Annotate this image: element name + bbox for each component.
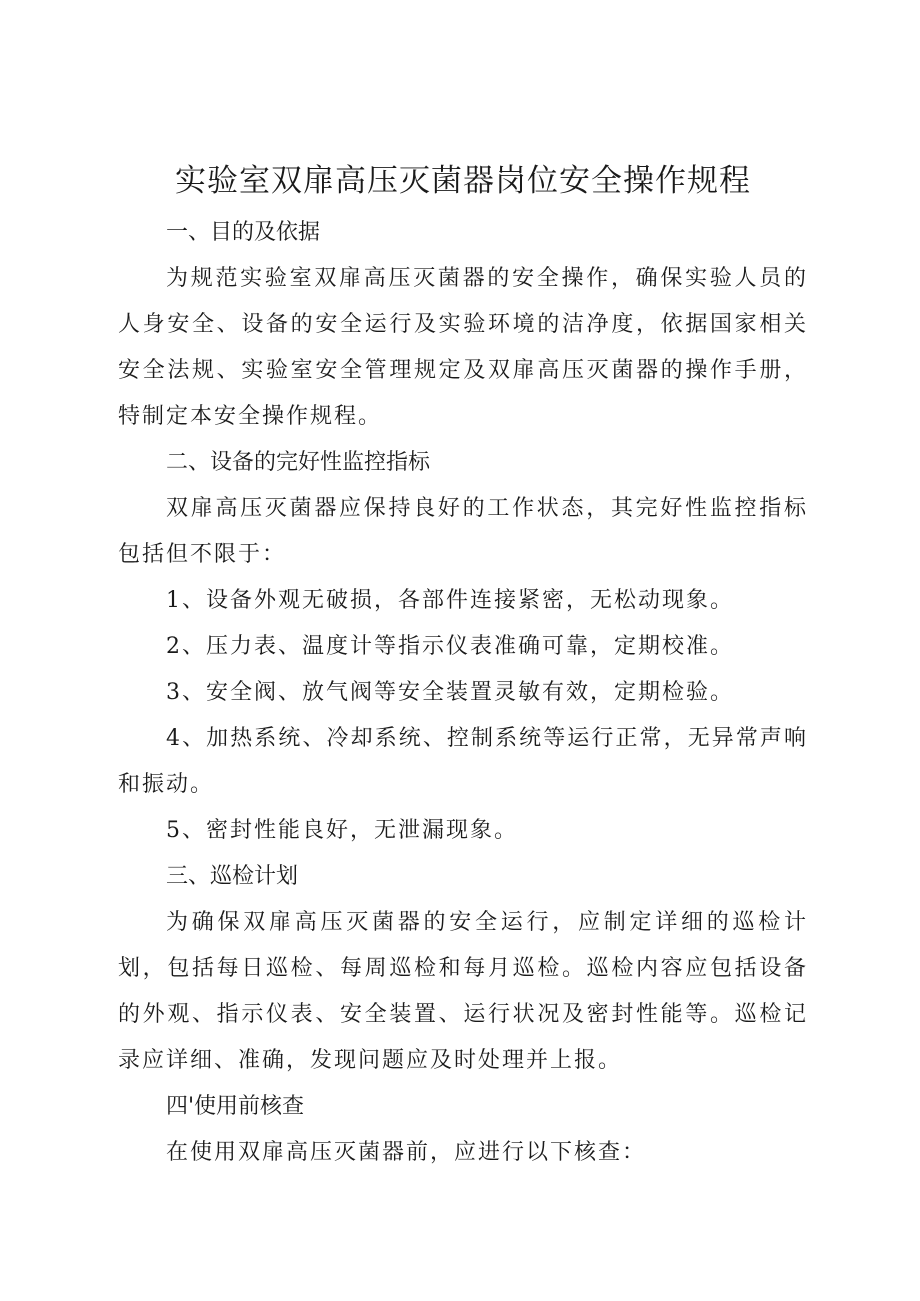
paragraph: 为确保双扉高压灭菌器的安全运行，应制定详细的巡检计划，包括每日巡检、每周巡检和每月巡检。巡检内容应包括设备的外观、指示仪表、安全装置、运行状况及密封性能等。巡检记录应详细、准确，发现问题应及时处理并上报。 [118, 910, 808, 1073]
section-heading: 一、目的及依据 [166, 220, 321, 245]
section-inspection-plan [118, 854, 808, 1084]
document-page [118, 152, 808, 1176]
section-heading: 四'使用前核查 [166, 1094, 305, 1119]
list-item: 1、设备外观无破损，各部件连接紧密，无松动现象。 [166, 588, 734, 613]
section-heading: 三、巡检计划 [166, 864, 299, 889]
paragraph: 为规范实验室双扉高压灭菌器的安全操作，确保实验人员的人身安全、设备的安全运行及实验环境的洁净度，依据国家相关安全法规、实验室安全管理规定及双扉高压灭菌器的操作手册，特制定本安全操作规程。 [118, 266, 808, 429]
list-item: 2、压力表、温度计等指示仪表准确可靠，定期校准。 [166, 634, 734, 659]
section-purpose [118, 210, 808, 440]
section-pre-use-check [118, 1084, 808, 1176]
list-item: 3、安全阀、放气阀等安全装置灵敏有效，定期检验。 [166, 680, 734, 705]
list-item: 4、加热系统、冷却系统、控制系统等运行正常，无异常声响和振动。 [118, 726, 808, 797]
list-item: 5、密封性能良好，无泄漏现象。 [166, 818, 518, 843]
section-heading: 二、设备的完好性监控指标 [166, 450, 431, 475]
paragraph: 双扉高压灭菌器应保持良好的工作状态，其完好性监控指标包括但不限于： [118, 496, 808, 567]
section-monitoring-indicators [118, 440, 808, 854]
document-title: 实验室双扉高压灭菌器岗位安全操作规程 [175, 163, 751, 199]
paragraph: 在使用双扉高压灭菌器前，应进行以下核查： [166, 1140, 647, 1165]
